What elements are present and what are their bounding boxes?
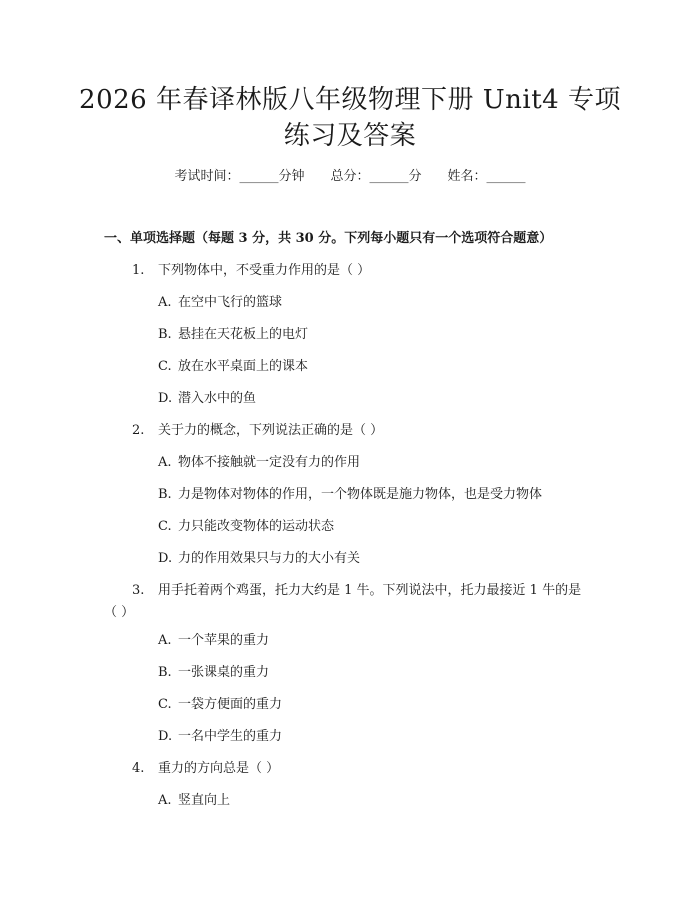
- option-4a: [158, 792, 230, 810]
- option-1a: [158, 294, 282, 312]
- question-stem-continuation: （ ）: [104, 605, 135, 620]
- option-text: 一个苹果的重力: [178, 633, 270, 648]
- option-letter: B.: [158, 487, 172, 502]
- option-letter: A.: [158, 633, 172, 648]
- option-1b: [158, 326, 308, 344]
- option-text: 放在水平桌面上的课本: [178, 359, 309, 374]
- option-1c: [158, 358, 308, 376]
- question-number: 1.: [132, 263, 145, 278]
- option-2b: [158, 486, 542, 504]
- option-letter: D.: [158, 729, 173, 744]
- total-score-field: 总分：______分: [330, 169, 422, 184]
- option-text: 物体不接触就一定没有力的作用: [178, 455, 361, 470]
- option-letter: A.: [158, 455, 172, 470]
- option-1d: [158, 390, 256, 408]
- question-stem: 下列物体中，不受重力作用的是（ ）: [158, 263, 371, 278]
- option-letter: D.: [158, 391, 173, 406]
- option-text: 力的作用效果只与力的大小有关: [178, 551, 361, 566]
- option-letter: D.: [158, 551, 173, 566]
- option-3a: [158, 632, 269, 650]
- option-text: 一张课桌的重力: [178, 665, 270, 680]
- option-2a: [158, 454, 360, 472]
- option-letter: A.: [158, 295, 172, 310]
- option-text: 一名中学生的重力: [178, 729, 283, 744]
- section-heading: 一、单项选择题（每题 3 分，共 30 分。下列每小题只有一个选项符合题意）: [104, 231, 553, 246]
- question-number: 4.: [132, 761, 145, 776]
- question-stem: 关于力的概念，下列说法正确的是（ ）: [158, 423, 384, 438]
- option-3c: [158, 696, 282, 714]
- option-letter: B.: [158, 665, 172, 680]
- option-text: 力只能改变物体的运动状态: [178, 519, 335, 534]
- question-stem: 重力的方向总是（ ）: [158, 761, 280, 776]
- option-3b: [158, 664, 269, 682]
- option-text: 潜入水中的鱼: [178, 391, 257, 406]
- option-letter: C.: [158, 697, 172, 712]
- question-stem: 用手托着两个鸡蛋，托力大约是 1 牛。下列说法中，托力最接近 1 牛的是: [158, 583, 582, 598]
- student-name-field: 姓名：______: [447, 169, 526, 184]
- document-title-line-1: 2026 年春译林版八年级物理下册 Unit4 专项: [79, 85, 621, 115]
- option-text: 悬挂在天花板上的电灯: [178, 327, 309, 342]
- option-letter: B.: [158, 327, 172, 342]
- option-3d: [158, 728, 282, 746]
- option-text: 竖直向上: [178, 793, 231, 808]
- option-2d: [158, 550, 360, 568]
- option-letter: C.: [158, 519, 172, 534]
- option-text: 在空中飞行的篮球: [178, 295, 283, 310]
- option-letter: A.: [158, 793, 172, 808]
- option-text: 一袋方便面的重力: [178, 697, 283, 712]
- question-number: 2.: [132, 423, 145, 438]
- question-number: 3.: [132, 583, 145, 598]
- exam-time-field: 考试时间：______分钟: [174, 169, 305, 184]
- option-text: 力是物体对物体的作用，一个物体既是施力物体，也是受力物体: [178, 487, 543, 502]
- exam-info-line: [0, 168, 700, 186]
- option-letter: C.: [158, 359, 172, 374]
- option-2c: [158, 518, 334, 536]
- document-title-line-2: 练习及答案: [283, 121, 417, 151]
